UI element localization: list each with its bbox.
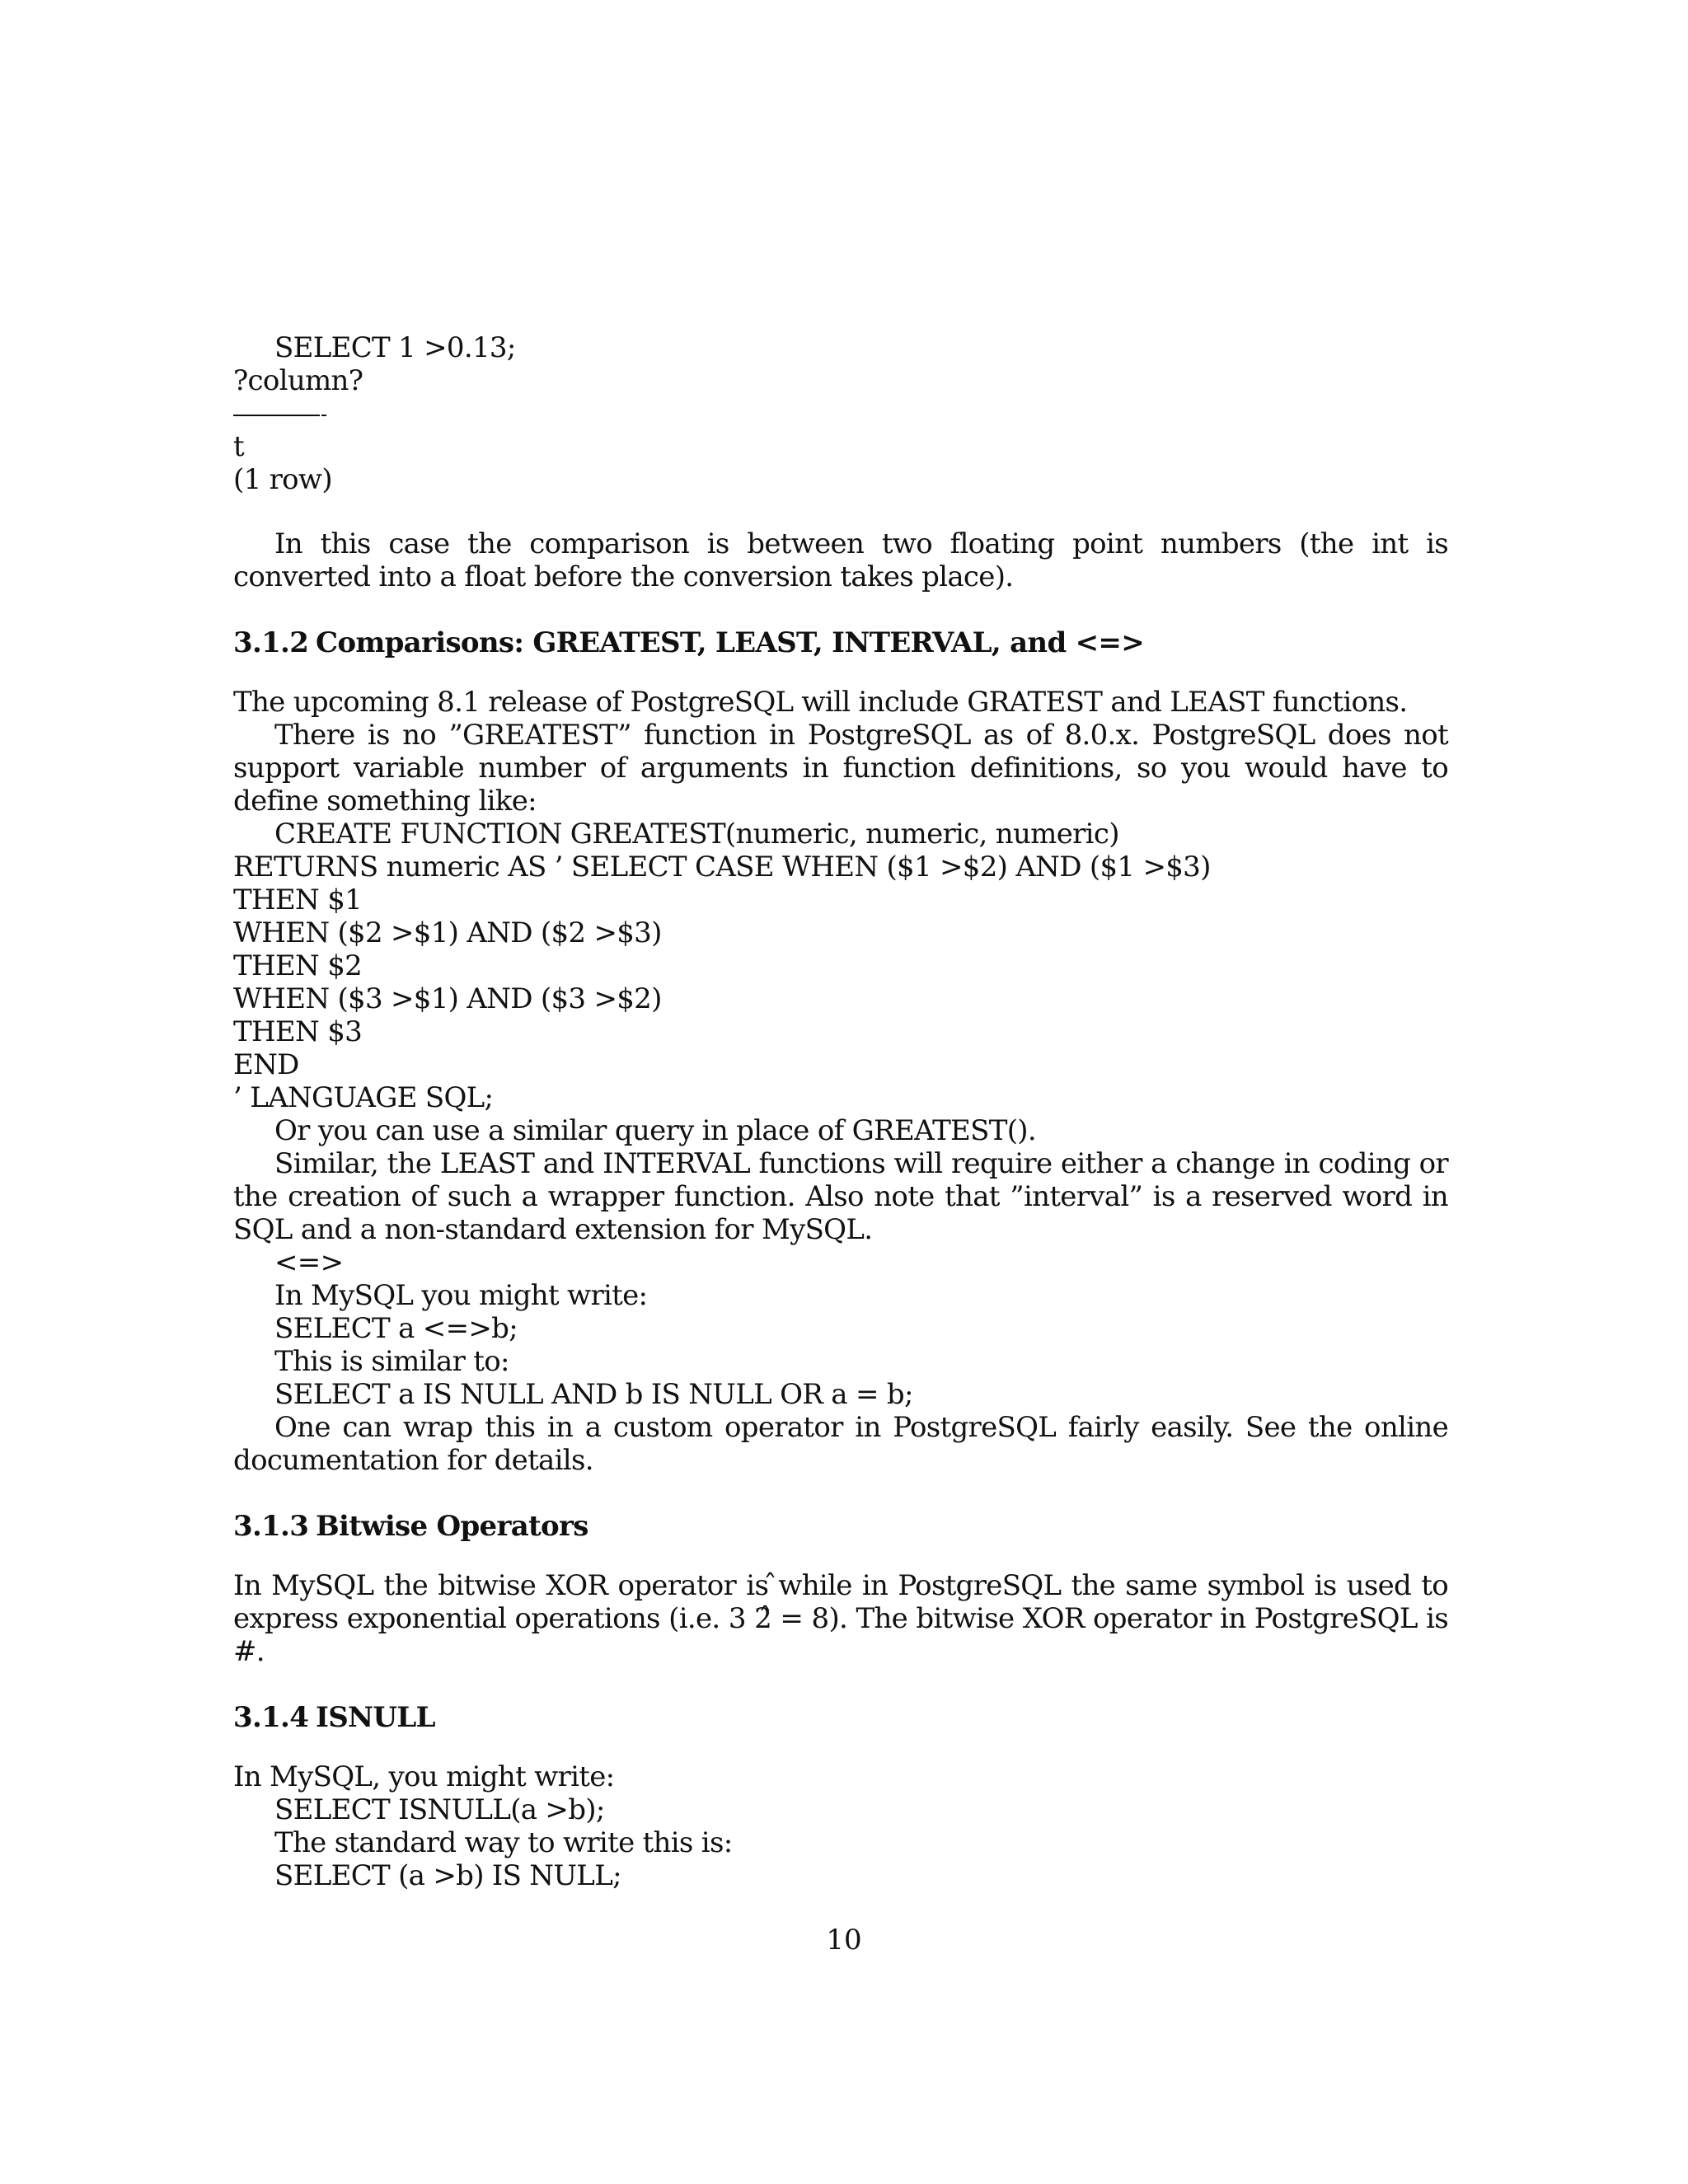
section-number: 3.1.2 [233,626,309,659]
page-number: 10 [826,1924,862,1957]
code-line: ’ LANGUAGE SQL; [233,1081,494,1114]
code-line: THEN $1 [233,883,363,916]
paragraph: Or you can use a similar query in place of GREATEST(). [274,1114,1036,1147]
text-line: The standard way to write this is: [274,1826,733,1859]
paragraph: In MySQL the bitwise XOR operator is ̂while in PostgreSQL the same symbol is used to express exponential operations (i.e. 3 2̂ = 8). The bitwise XOR operator in PostgreSQL is #. [233,1569,1448,1668]
paragraph: In this case the comparison is between two floating point numbers (the int is converted into a float before the conversion takes place). [233,527,1448,593]
code-line: RETURNS numeric AS ’ SELECT CASE WHEN ($1 >$2) AND ($1 >$3) [233,851,1211,883]
code-line: SELECT a <=>b; [274,1312,518,1345]
text-line: This is similar to: [274,1345,509,1378]
code-line: WHEN ($3 >$1) AND ($3 >$2) [233,982,662,1015]
section-number: 3.1.3 [233,1510,309,1543]
code-line: <=> [274,1246,344,1279]
text-line: In MySQL, you might write: [233,1760,615,1793]
result-separator [233,397,1448,430]
paragraph: Similar, the LEAST and INTERVAL functions will require either a change in coding or the creation of such a wrapper function. Also note that ”interval” is a reserved word in SQL and a non-standard extension for MySQL. [233,1147,1448,1246]
code-line: SELECT ISNULL(a >b); [274,1793,605,1826]
paragraph: There is no ”GREATEST” function in PostgreSQL as of 8.0.x. PostgreSQL does not support variable number of arguments in function definitions, so you would have to define something like: [233,719,1448,818]
section-heading-3-1-4 [233,1701,1448,1734]
section-heading-3-1-3 [233,1510,1448,1543]
code-line: (1 row) [233,463,332,496]
code-line: CREATE FUNCTION GREATEST(numeric, numeric, numeric) [274,818,1119,851]
section-title: Bitwise Operators [316,1510,588,1543]
code-line: SELECT (a >b) IS NULL; [274,1859,621,1892]
code-line: THEN $2 [233,949,363,982]
section-title: Comparisons: GREATEST, LEAST, INTERVAL, and <=> [316,626,1145,659]
section-heading-3-1-2 [233,626,1448,659]
section-number: 3.1.4 [233,1701,309,1734]
section-title: ISNULL [316,1701,435,1734]
paragraph: The upcoming 8.1 release of PostgreSQL will include GRATEST and LEAST functions. [233,686,1408,719]
code-line: SELECT a IS NULL AND b IS NULL OR a = b; [274,1378,913,1411]
text-line: In MySQL you might write: [274,1279,648,1312]
code-line: END [233,1048,299,1081]
code-line: t [233,430,244,463]
code-line: ?column? [233,364,363,397]
code-line: WHEN ($2 >$1) AND ($2 >$3) [233,916,662,949]
paragraph: One can wrap this in a custom operator in PostgreSQL fairly easily. See the online documentation for details. [233,1411,1448,1477]
code-line: SELECT 1 >0.13; [274,331,516,364]
code-line: THEN $3 [233,1015,363,1048]
document-page [233,331,1448,1892]
